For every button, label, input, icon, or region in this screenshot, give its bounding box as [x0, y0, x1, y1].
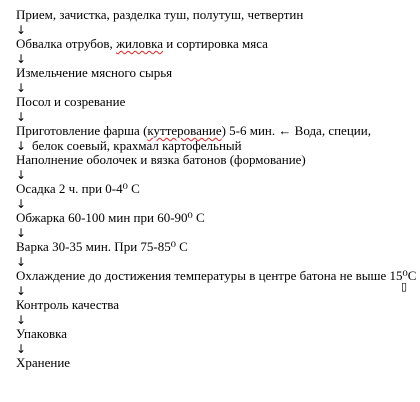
- step-forcemeat-additives: белок соевый, крахмал картофельный: [32, 137, 242, 153]
- step-cooling: Охлаждение до достижения температуры в центре батона не выше 15⁰С: [16, 268, 417, 283]
- down-arrow-icon: ↓: [16, 196, 27, 211]
- down-arrow-icon: ↓: [16, 51, 27, 66]
- step-roasting: Обжарка 60-100 мин при 60-90⁰ С: [16, 210, 205, 225]
- down-arrow-icon: ↓: [16, 312, 27, 327]
- down-arrow-icon: ↓: [16, 22, 27, 37]
- step-storage: Хранение: [16, 355, 71, 370]
- down-arrow-icon: ↓: [16, 109, 27, 124]
- step-forcemeat-spellcheck-word: куттерование: [147, 123, 222, 138]
- down-arrow-icon: ↓: [16, 167, 27, 182]
- down-arrow-icon: ↓: [16, 283, 27, 298]
- step-cooking: Варка 30-35 мин. При 75-85⁰ С: [16, 239, 188, 254]
- step-deboning-text-c: и сортировка мяса: [163, 36, 268, 51]
- text-cursor-icon: ▯: [401, 280, 408, 293]
- step-settling: Осадка 2 ч. при 0-4⁰ С: [16, 181, 140, 196]
- step-forcemeat-text-c: ) 5-6 мин. ← Вода, специи,: [221, 123, 371, 138]
- step-forcemeat-text-a: Приготовление фарша (: [16, 123, 148, 138]
- down-arrow-icon: ↓: [16, 254, 27, 269]
- step-packaging: Упаковка: [16, 326, 67, 341]
- step-reception: Прием, зачистка, разделка туш, полутуш, четвертин: [16, 7, 304, 22]
- down-arrow-icon: ↓: [16, 225, 27, 240]
- step-deboning-text-a: Обвалка отрубов,: [16, 36, 117, 51]
- down-arrow-icon: ↓: [16, 138, 27, 153]
- step-quality-control: Контроль качества: [16, 297, 120, 312]
- flow-document: [16, 8, 416, 371]
- step-salting: Посол и созревание: [16, 94, 126, 109]
- step-deboning: [16, 37, 416, 52]
- down-arrow-icon: ↓: [16, 80, 27, 95]
- step-grinding: Измельчение мясного сырья: [16, 65, 173, 80]
- step-stuffing: Наполнение оболочек и вязка батонов (формование): [16, 152, 306, 167]
- step-forcemeat-continuation: [16, 139, 416, 154]
- step-forcemeat: [16, 124, 416, 139]
- step-deboning-spellcheck-word: жиловка: [116, 36, 164, 51]
- down-arrow-icon: ↓: [16, 341, 27, 356]
